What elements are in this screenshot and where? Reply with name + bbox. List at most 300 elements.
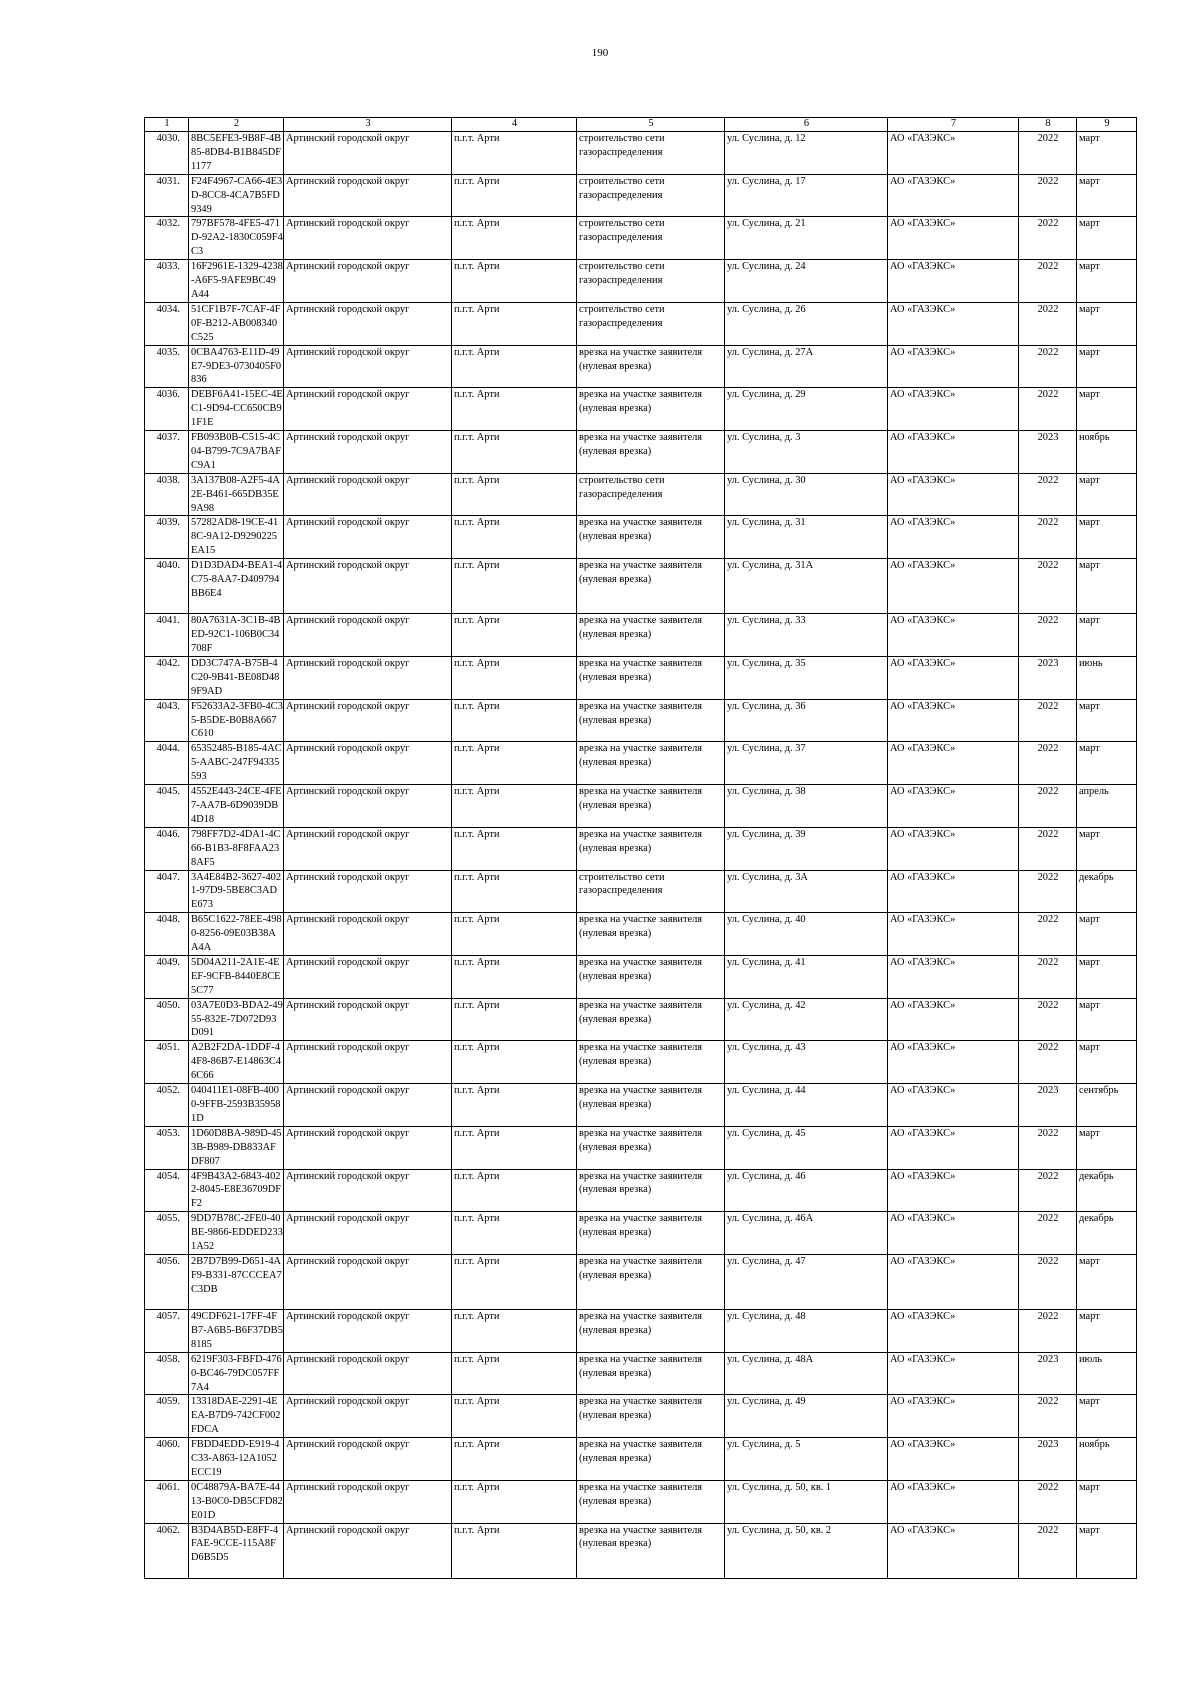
year-cell: 2022 xyxy=(1019,785,1077,828)
object-id-cell: 6219F303-FBFD-4760-BC46-79DC057FF7A4 xyxy=(189,1352,284,1395)
organization-cell: АО «ГАЗЭКС» xyxy=(888,913,1019,956)
work-type-cell: врезка на участке заявителя (нулевая врезка) xyxy=(577,827,725,870)
row-number-cell: 4032. xyxy=(145,217,189,260)
locality-cell: п.г.т. Арти xyxy=(452,955,577,998)
object-id-cell: FBDD4EDD-E919-4C33-A863-12A1052ECC19 xyxy=(189,1438,284,1481)
object-id-cell: 798FF7D2-4DA1-4C66-B1B3-8F8FAA238AF5 xyxy=(189,827,284,870)
work-type-cell: строительство сети газораспределения xyxy=(577,132,725,175)
object-id-cell: 65352485-B185-4AC5-AABC-247F94335593 xyxy=(189,742,284,785)
month-cell: ноябрь xyxy=(1077,431,1137,474)
month-cell: март xyxy=(1077,516,1137,559)
address-cell: ул. Суслина, д. 37 xyxy=(725,742,888,785)
month-cell: март xyxy=(1077,998,1137,1041)
year-cell: 2022 xyxy=(1019,516,1077,559)
object-id-cell: 4552E443-24CE-4FE7-AA7B-6D9039DB4D18 xyxy=(189,785,284,828)
row-number-cell: 4048. xyxy=(145,913,189,956)
organization-cell: АО «ГАЗЭКС» xyxy=(888,955,1019,998)
column-header: 1 xyxy=(145,118,189,132)
district-cell: Артинский городской округ xyxy=(284,1084,452,1127)
month-cell: декабрь xyxy=(1077,870,1137,913)
row-number-cell: 4049. xyxy=(145,955,189,998)
organization-cell: АО «ГАЗЭКС» xyxy=(888,1523,1019,1578)
locality-cell: п.г.т. Арти xyxy=(452,388,577,431)
locality-cell: п.г.т. Арти xyxy=(452,1084,577,1127)
object-id-cell: 4F9B43A2-6843-4022-8045-E8E36709DFF2 xyxy=(189,1169,284,1212)
address-cell: ул. Суслина, д. 45 xyxy=(725,1126,888,1169)
district-cell: Артинский городской округ xyxy=(284,1523,452,1578)
row-number-cell: 4043. xyxy=(145,699,189,742)
table-row xyxy=(145,260,1137,303)
organization-cell: АО «ГАЗЭКС» xyxy=(888,345,1019,388)
row-number-cell: 4050. xyxy=(145,998,189,1041)
table-row xyxy=(145,1309,1137,1352)
organization-cell: АО «ГАЗЭКС» xyxy=(888,302,1019,345)
address-cell: ул. Суслина, д. 41 xyxy=(725,955,888,998)
month-cell: март xyxy=(1077,1309,1137,1352)
row-number-cell: 4054. xyxy=(145,1169,189,1212)
object-id-cell: B3D4AB5D-E8FF-4FAE-9CCE-115A8FD6B5D5 xyxy=(189,1523,284,1578)
month-cell: март xyxy=(1077,174,1137,217)
address-cell: ул. Суслина, д. 47 xyxy=(725,1254,888,1309)
object-id-cell: 3A137B08-A2F5-4A2E-B461-665DB35E9A98 xyxy=(189,473,284,516)
year-cell: 2022 xyxy=(1019,1041,1077,1084)
month-cell: март xyxy=(1077,132,1137,175)
table-row xyxy=(145,217,1137,260)
table-row xyxy=(145,1126,1137,1169)
row-number-cell: 4047. xyxy=(145,870,189,913)
object-id-cell: 9DD7B78C-2FE0-40BE-9866-EDDED2331A52 xyxy=(189,1212,284,1255)
work-type-cell: строительство сети газораспределения xyxy=(577,217,725,260)
work-type-cell: врезка на участке заявителя (нулевая врезка) xyxy=(577,1212,725,1255)
table-row xyxy=(145,1169,1137,1212)
table-row xyxy=(145,785,1137,828)
work-type-cell: врезка на участке заявителя (нулевая врезка) xyxy=(577,1169,725,1212)
locality-cell: п.г.т. Арти xyxy=(452,516,577,559)
locality-cell: п.г.т. Арти xyxy=(452,699,577,742)
address-cell: ул. Суслина, д. 42 xyxy=(725,998,888,1041)
locality-cell: п.г.т. Арти xyxy=(452,1254,577,1309)
locality-cell: п.г.т. Арти xyxy=(452,1126,577,1169)
object-id-cell: 0CBA4763-E11D-49E7-9DE3-0730405F0836 xyxy=(189,345,284,388)
row-number-cell: 4060. xyxy=(145,1438,189,1481)
organization-cell: АО «ГАЗЭКС» xyxy=(888,1254,1019,1309)
district-cell: Артинский городской округ xyxy=(284,785,452,828)
table-row xyxy=(145,345,1137,388)
address-cell: ул. Суслина, д. 43 xyxy=(725,1041,888,1084)
district-cell: Артинский городской округ xyxy=(284,1480,452,1523)
district-cell: Артинский городской округ xyxy=(284,132,452,175)
year-cell: 2022 xyxy=(1019,302,1077,345)
row-number-cell: 4039. xyxy=(145,516,189,559)
address-cell: ул. Суслина, д. 46А xyxy=(725,1212,888,1255)
address-cell: ул. Суслина, д. 36 xyxy=(725,699,888,742)
locality-cell: п.г.т. Арти xyxy=(452,260,577,303)
column-header: 6 xyxy=(725,118,888,132)
address-cell: ул. Суслина, д. 31 xyxy=(725,516,888,559)
organization-cell: АО «ГАЗЭКС» xyxy=(888,998,1019,1041)
month-cell: июнь xyxy=(1077,656,1137,699)
month-cell: март xyxy=(1077,827,1137,870)
table-row xyxy=(145,1212,1137,1255)
table-row xyxy=(145,742,1137,785)
district-cell: Артинский городской округ xyxy=(284,217,452,260)
organization-cell: АО «ГАЗЭКС» xyxy=(888,516,1019,559)
address-cell: ул. Суслина, д. 3 xyxy=(725,431,888,474)
address-cell: ул. Суслина, д. 46 xyxy=(725,1169,888,1212)
year-cell: 2022 xyxy=(1019,998,1077,1041)
row-number-cell: 4056. xyxy=(145,1254,189,1309)
district-cell: Артинский городской округ xyxy=(284,827,452,870)
year-cell: 2022 xyxy=(1019,955,1077,998)
work-type-cell: врезка на участке заявителя (нулевая врезка) xyxy=(577,1480,725,1523)
row-number-cell: 4042. xyxy=(145,656,189,699)
address-cell: ул. Суслина, д. 5 xyxy=(725,1438,888,1481)
month-cell: сентябрь xyxy=(1077,1084,1137,1127)
work-type-cell: строительство сети газораспределения xyxy=(577,302,725,345)
organization-cell: АО «ГАЗЭКС» xyxy=(888,388,1019,431)
organization-cell: АО «ГАЗЭКС» xyxy=(888,217,1019,260)
locality-cell: п.г.т. Арти xyxy=(452,1309,577,1352)
district-cell: Артинский городской округ xyxy=(284,742,452,785)
row-number-cell: 4062. xyxy=(145,1523,189,1578)
organization-cell: АО «ГАЗЭКС» xyxy=(888,260,1019,303)
district-cell: Артинский городской округ xyxy=(284,388,452,431)
address-cell: ул. Суслина, д. 40 xyxy=(725,913,888,956)
district-cell: Артинский городской округ xyxy=(284,1212,452,1255)
row-number-cell: 4055. xyxy=(145,1212,189,1255)
address-cell: ул. Суслина, д. 50, кв. 2 xyxy=(725,1523,888,1578)
object-id-cell: A2B2F2DA-1DDF-44F8-86B7-E14863C46C66 xyxy=(189,1041,284,1084)
year-cell: 2023 xyxy=(1019,431,1077,474)
row-number-cell: 4058. xyxy=(145,1352,189,1395)
column-number-row xyxy=(145,118,1137,132)
object-id-cell: 49CDF621-17FF-4FB7-A6B5-B6F37DB58185 xyxy=(189,1309,284,1352)
month-cell: июль xyxy=(1077,1352,1137,1395)
organization-cell: АО «ГАЗЭКС» xyxy=(888,1309,1019,1352)
address-cell: ул. Суслина, д. 21 xyxy=(725,217,888,260)
table-row xyxy=(145,431,1137,474)
organization-cell: АО «ГАЗЭКС» xyxy=(888,785,1019,828)
object-id-cell: 8BC5EFE3-9B8F-4B85-8DB4-B1B845DF1177 xyxy=(189,132,284,175)
work-type-cell: врезка на участке заявителя (нулевая врезка) xyxy=(577,742,725,785)
object-id-cell: FB093B0B-C515-4C04-B799-7C9A7BAFC9A1 xyxy=(189,431,284,474)
work-type-cell: строительство сети газораспределения xyxy=(577,174,725,217)
object-id-cell: 0C48879A-BA7E-4413-B0C0-DB5CFD82E01D xyxy=(189,1480,284,1523)
year-cell: 2022 xyxy=(1019,1254,1077,1309)
organization-cell: АО «ГАЗЭКС» xyxy=(888,473,1019,516)
address-cell: ул. Суслина, д. 48 xyxy=(725,1309,888,1352)
district-cell: Артинский городской округ xyxy=(284,1041,452,1084)
object-id-cell: D1D3DAD4-BEA1-4C75-8AA7-D409794BB6E4 xyxy=(189,559,284,614)
work-type-cell: врезка на участке заявителя (нулевая врезка) xyxy=(577,559,725,614)
address-cell: ул. Суслина, д. 3А xyxy=(725,870,888,913)
table-row xyxy=(145,913,1137,956)
organization-cell: АО «ГАЗЭКС» xyxy=(888,1041,1019,1084)
year-cell: 2022 xyxy=(1019,699,1077,742)
district-cell: Артинский городской округ xyxy=(284,870,452,913)
work-type-cell: врезка на участке заявителя (нулевая врезка) xyxy=(577,388,725,431)
locality-cell: п.г.т. Арти xyxy=(452,1212,577,1255)
district-cell: Артинский городской округ xyxy=(284,955,452,998)
column-header: 3 xyxy=(284,118,452,132)
district-cell: Артинский городской округ xyxy=(284,559,452,614)
locality-cell: п.г.т. Арти xyxy=(452,217,577,260)
object-id-cell: 80A7631A-3C1B-4BED-92C1-106B0C34708F xyxy=(189,614,284,657)
locality-cell: п.г.т. Арти xyxy=(452,1480,577,1523)
organization-cell: АО «ГАЗЭКС» xyxy=(888,1084,1019,1127)
locality-cell: п.г.т. Арти xyxy=(452,998,577,1041)
month-cell: март xyxy=(1077,217,1137,260)
organization-cell: АО «ГАЗЭКС» xyxy=(888,559,1019,614)
table-row xyxy=(145,870,1137,913)
work-type-cell: строительство сети газораспределения xyxy=(577,473,725,516)
object-id-cell: 03A7E0D3-BDA2-4955-832E-7D072D93D091 xyxy=(189,998,284,1041)
year-cell: 2022 xyxy=(1019,1480,1077,1523)
month-cell: март xyxy=(1077,1126,1137,1169)
table-row xyxy=(145,656,1137,699)
work-type-cell: врезка на участке заявителя (нулевая врезка) xyxy=(577,1126,725,1169)
year-cell: 2022 xyxy=(1019,217,1077,260)
address-cell: ул. Суслина, д. 30 xyxy=(725,473,888,516)
address-cell: ул. Суслина, д. 31А xyxy=(725,559,888,614)
locality-cell: п.г.т. Арти xyxy=(452,1523,577,1578)
locality-cell: п.г.т. Арти xyxy=(452,870,577,913)
month-cell: апрель xyxy=(1077,785,1137,828)
district-cell: Артинский городской округ xyxy=(284,1254,452,1309)
object-id-cell: F52633A2-3FB0-4C35-B5DE-B0B8A667C610 xyxy=(189,699,284,742)
locality-cell: п.г.т. Арти xyxy=(452,559,577,614)
organization-cell: АО «ГАЗЭКС» xyxy=(888,431,1019,474)
address-cell: ул. Суслина, д. 26 xyxy=(725,302,888,345)
table-row xyxy=(145,1084,1137,1127)
row-number-cell: 4044. xyxy=(145,742,189,785)
work-type-cell: врезка на участке заявителя (нулевая врезка) xyxy=(577,1352,725,1395)
row-number-cell: 4057. xyxy=(145,1309,189,1352)
work-type-cell: врезка на участке заявителя (нулевая врезка) xyxy=(577,1395,725,1438)
table-row xyxy=(145,1395,1137,1438)
address-cell: ул. Суслина, д. 29 xyxy=(725,388,888,431)
register-table xyxy=(144,117,1137,1579)
locality-cell: п.г.т. Арти xyxy=(452,302,577,345)
year-cell: 2022 xyxy=(1019,388,1077,431)
month-cell: март xyxy=(1077,1523,1137,1578)
month-cell: март xyxy=(1077,913,1137,956)
table-row xyxy=(145,132,1137,175)
year-cell: 2022 xyxy=(1019,614,1077,657)
table-row xyxy=(145,302,1137,345)
object-id-cell: 797BF578-4FE5-471D-92A2-1830C059F4C3 xyxy=(189,217,284,260)
organization-cell: АО «ГАЗЭКС» xyxy=(888,1352,1019,1395)
year-cell: 2022 xyxy=(1019,1395,1077,1438)
address-cell: ул. Суслина, д. 24 xyxy=(725,260,888,303)
row-number-cell: 4059. xyxy=(145,1395,189,1438)
object-id-cell: 51CF1B7F-7CAF-4F0F-B212-AB008340C525 xyxy=(189,302,284,345)
year-cell: 2022 xyxy=(1019,1309,1077,1352)
month-cell: март xyxy=(1077,345,1137,388)
address-cell: ул. Суслина, д. 17 xyxy=(725,174,888,217)
month-cell: март xyxy=(1077,1254,1137,1309)
year-cell: 2023 xyxy=(1019,1084,1077,1127)
locality-cell: п.г.т. Арти xyxy=(452,1169,577,1212)
locality-cell: п.г.т. Арти xyxy=(452,345,577,388)
locality-cell: п.г.т. Арти xyxy=(452,1438,577,1481)
month-cell: март xyxy=(1077,473,1137,516)
address-cell: ул. Суслина, д. 48А xyxy=(725,1352,888,1395)
month-cell: март xyxy=(1077,388,1137,431)
table-row xyxy=(145,1438,1137,1481)
locality-cell: п.г.т. Арти xyxy=(452,473,577,516)
year-cell: 2022 xyxy=(1019,559,1077,614)
year-cell: 2022 xyxy=(1019,1169,1077,1212)
year-cell: 2022 xyxy=(1019,827,1077,870)
district-cell: Артинский городской округ xyxy=(284,473,452,516)
work-type-cell: врезка на участке заявителя (нулевая врезка) xyxy=(577,1438,725,1481)
work-type-cell: врезка на участке заявителя (нулевая врезка) xyxy=(577,656,725,699)
locality-cell: п.г.т. Арти xyxy=(452,174,577,217)
year-cell: 2022 xyxy=(1019,1212,1077,1255)
table-row xyxy=(145,1254,1137,1309)
month-cell: март xyxy=(1077,302,1137,345)
locality-cell: п.г.т. Арти xyxy=(452,913,577,956)
table-row xyxy=(145,473,1137,516)
month-cell: март xyxy=(1077,1480,1137,1523)
year-cell: 2023 xyxy=(1019,1352,1077,1395)
address-cell: ул. Суслина, д. 35 xyxy=(725,656,888,699)
district-cell: Артинский городской округ xyxy=(284,1352,452,1395)
district-cell: Артинский городской округ xyxy=(284,699,452,742)
row-number-cell: 4035. xyxy=(145,345,189,388)
object-id-cell: F24F4967-CA66-4E3D-8CC8-4CA7B5FD9349 xyxy=(189,174,284,217)
row-number-cell: 4061. xyxy=(145,1480,189,1523)
work-type-cell: врезка на участке заявителя (нулевая врезка) xyxy=(577,431,725,474)
year-cell: 2022 xyxy=(1019,174,1077,217)
district-cell: Артинский городской округ xyxy=(284,1438,452,1481)
month-cell: март xyxy=(1077,559,1137,614)
address-cell: ул. Суслина, д. 33 xyxy=(725,614,888,657)
address-cell: ул. Суслина, д. 49 xyxy=(725,1395,888,1438)
table-row xyxy=(145,559,1137,614)
district-cell: Артинский городской округ xyxy=(284,1126,452,1169)
work-type-cell: врезка на участке заявителя (нулевая врезка) xyxy=(577,345,725,388)
organization-cell: АО «ГАЗЭКС» xyxy=(888,614,1019,657)
table-row xyxy=(145,699,1137,742)
work-type-cell: строительство сети газораспределения xyxy=(577,260,725,303)
year-cell: 2022 xyxy=(1019,260,1077,303)
month-cell: март xyxy=(1077,260,1137,303)
table-row xyxy=(145,614,1137,657)
locality-cell: п.г.т. Арти xyxy=(452,431,577,474)
locality-cell: п.г.т. Арти xyxy=(452,614,577,657)
row-number-cell: 4033. xyxy=(145,260,189,303)
table-row xyxy=(145,827,1137,870)
district-cell: Артинский городской округ xyxy=(284,345,452,388)
year-cell: 2022 xyxy=(1019,742,1077,785)
year-cell: 2022 xyxy=(1019,1126,1077,1169)
district-cell: Артинский городской округ xyxy=(284,1169,452,1212)
work-type-cell: врезка на участке заявителя (нулевая врезка) xyxy=(577,913,725,956)
year-cell: 2023 xyxy=(1019,656,1077,699)
locality-cell: п.г.т. Арти xyxy=(452,132,577,175)
object-id-cell: 13318DAE-2291-4EEA-B7D9-742CF002FDCA xyxy=(189,1395,284,1438)
row-number-cell: 4036. xyxy=(145,388,189,431)
organization-cell: АО «ГАЗЭКС» xyxy=(888,742,1019,785)
row-number-cell: 4041. xyxy=(145,614,189,657)
object-id-cell: 57282AD8-19CE-418C-9A12-D9290225EA15 xyxy=(189,516,284,559)
month-cell: март xyxy=(1077,742,1137,785)
object-id-cell: DD3C747A-B75B-4C20-9B41-BE08D489F9AD xyxy=(189,656,284,699)
row-number-cell: 4037. xyxy=(145,431,189,474)
table-row xyxy=(145,1523,1137,1578)
year-cell: 2022 xyxy=(1019,1523,1077,1578)
object-id-cell: DEBF6A41-15EC-4EC1-9D94-CC650CB91F1E xyxy=(189,388,284,431)
organization-cell: АО «ГАЗЭКС» xyxy=(888,1395,1019,1438)
address-cell: ул. Суслина, д. 50, кв. 1 xyxy=(725,1480,888,1523)
table-row xyxy=(145,388,1137,431)
work-type-cell: врезка на участке заявителя (нулевая врезка) xyxy=(577,955,725,998)
object-id-cell: 5D04A211-2A1E-4EEF-9CFB-8440E8CE5C77 xyxy=(189,955,284,998)
row-number-cell: 4046. xyxy=(145,827,189,870)
column-header: 8 xyxy=(1019,118,1077,132)
district-cell: Артинский городской округ xyxy=(284,174,452,217)
month-cell: март xyxy=(1077,1041,1137,1084)
page-number: 190 xyxy=(591,47,609,59)
month-cell: март xyxy=(1077,614,1137,657)
row-number-cell: 4051. xyxy=(145,1041,189,1084)
organization-cell: АО «ГАЗЭКС» xyxy=(888,132,1019,175)
organization-cell: АО «ГАЗЭКС» xyxy=(888,1480,1019,1523)
work-type-cell: врезка на участке заявителя (нулевая врезка) xyxy=(577,1523,725,1578)
district-cell: Артинский городской округ xyxy=(284,913,452,956)
table-row xyxy=(145,516,1137,559)
object-id-cell: B65C1622-78EE-4980-8256-09E03B38AA4A xyxy=(189,913,284,956)
year-cell: 2022 xyxy=(1019,473,1077,516)
district-cell: Артинский городской округ xyxy=(284,656,452,699)
object-id-cell: 2B7D7B99-D651-4AF9-B331-87CCCEA7C3DB xyxy=(189,1254,284,1309)
year-cell: 2022 xyxy=(1019,345,1077,388)
row-number-cell: 4030. xyxy=(145,132,189,175)
work-type-cell: строительство сети газораспределения xyxy=(577,870,725,913)
year-cell: 2022 xyxy=(1019,913,1077,956)
locality-cell: п.г.т. Арти xyxy=(452,785,577,828)
address-cell: ул. Суслина, д. 27А xyxy=(725,345,888,388)
object-id-cell: 1D60D8BA-989D-453B-B989-DB833AFDF807 xyxy=(189,1126,284,1169)
address-cell: ул. Суслина, д. 44 xyxy=(725,1084,888,1127)
column-header: 2 xyxy=(189,118,284,132)
work-type-cell: врезка на участке заявителя (нулевая врезка) xyxy=(577,1084,725,1127)
object-id-cell: 040411E1-08FB-4000-9FFB-2593B359581D xyxy=(189,1084,284,1127)
work-type-cell: врезка на участке заявителя (нулевая врезка) xyxy=(577,785,725,828)
month-cell: март xyxy=(1077,1395,1137,1438)
row-number-cell: 4040. xyxy=(145,559,189,614)
year-cell: 2022 xyxy=(1019,132,1077,175)
table-row xyxy=(145,1041,1137,1084)
work-type-cell: врезка на участке заявителя (нулевая врезка) xyxy=(577,1254,725,1309)
table-row xyxy=(145,955,1137,998)
district-cell: Артинский городской округ xyxy=(284,302,452,345)
column-header: 7 xyxy=(888,118,1019,132)
year-cell: 2023 xyxy=(1019,1438,1077,1481)
row-number-cell: 4038. xyxy=(145,473,189,516)
district-cell: Артинский городской округ xyxy=(284,998,452,1041)
table-row xyxy=(145,174,1137,217)
district-cell: Артинский городской округ xyxy=(284,431,452,474)
organization-cell: АО «ГАЗЭКС» xyxy=(888,827,1019,870)
row-number-cell: 4053. xyxy=(145,1126,189,1169)
district-cell: Артинский городской округ xyxy=(284,1309,452,1352)
table-row xyxy=(145,1480,1137,1523)
organization-cell: АО «ГАЗЭКС» xyxy=(888,1126,1019,1169)
organization-cell: АО «ГАЗЭКС» xyxy=(888,174,1019,217)
